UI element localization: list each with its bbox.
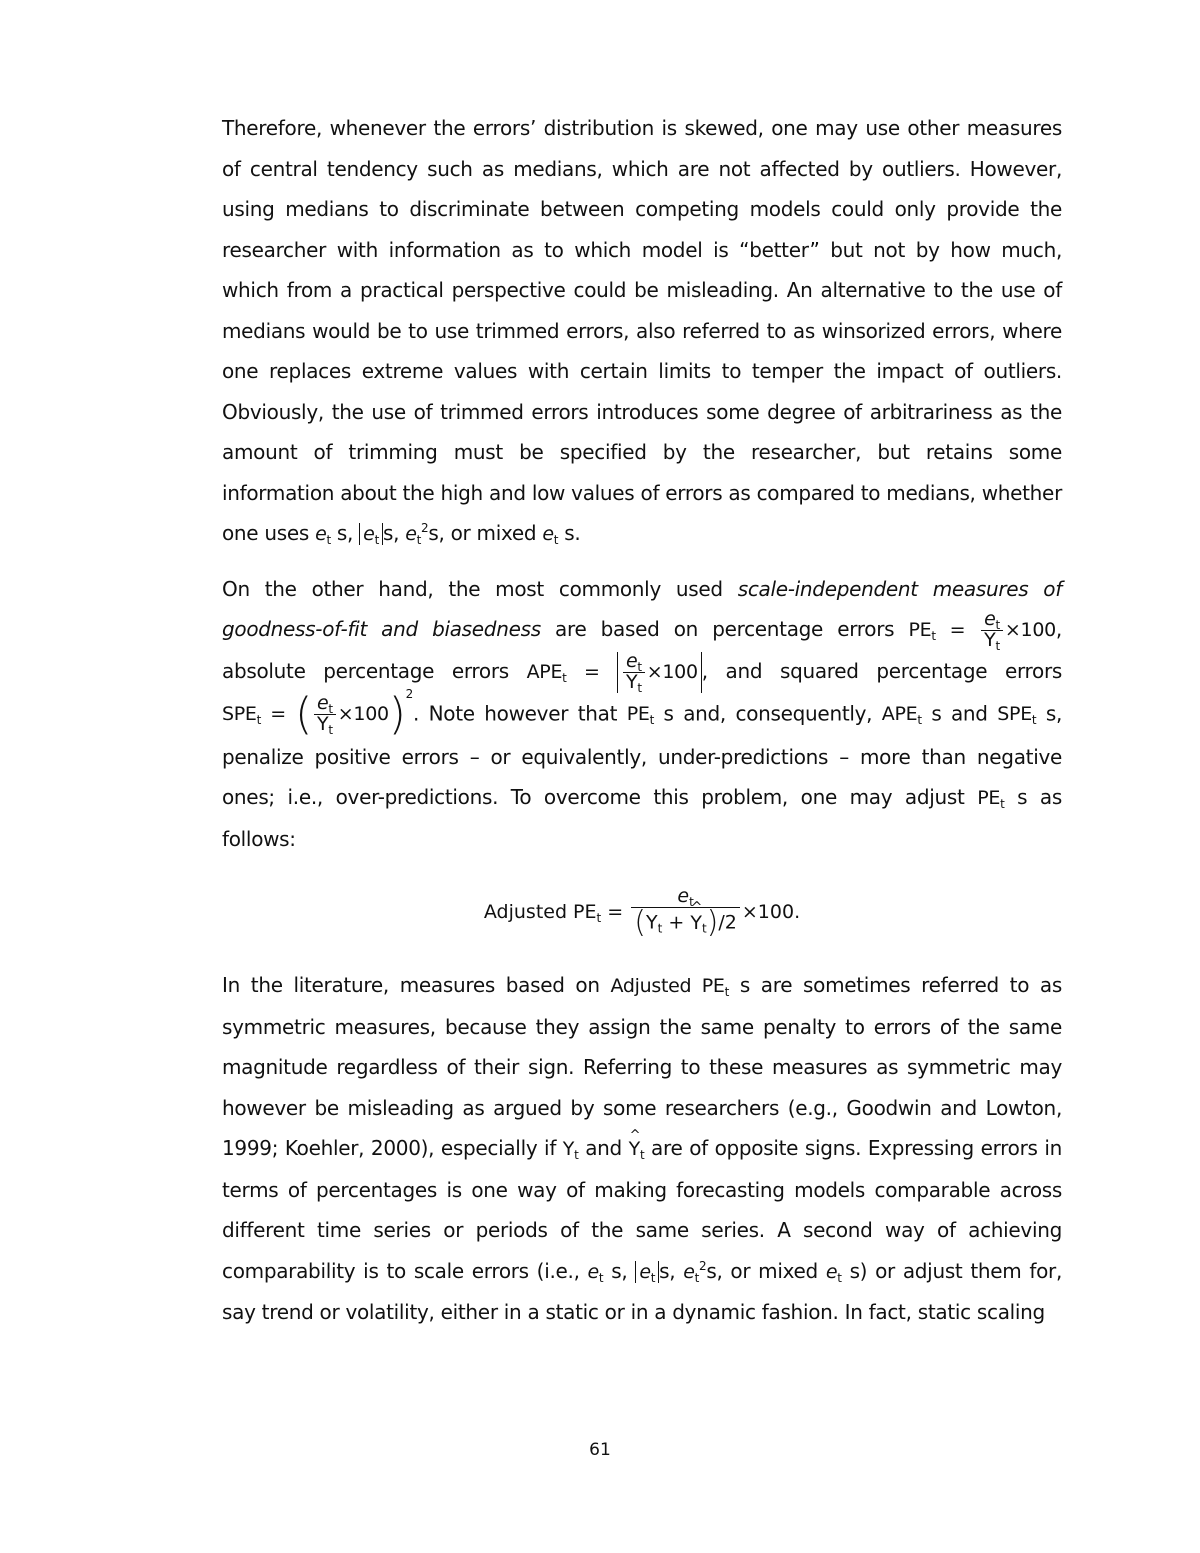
math-pe-formula: $PE_t$ = $\frac{e_t}{Y_t}$ ×100 [908,608,1056,653]
math-period: . [794,901,801,924]
math-adjusted-pe: Adjusted $PE_t$ [610,975,730,1000]
math-et-mixed: $e_t$ [542,523,559,547]
text-run: s, [659,1258,676,1283]
math-eq: = [607,901,624,924]
math-yhat-t: ^ $Y_t$ [629,1138,645,1160]
math-sub: t [596,911,602,926]
text-run: s and [931,701,988,726]
text-run: Therefore, whenever the errors’ distribution is skewed, one may use other measures of central tendency such as medians, which are not affected by outliers. However, using medians to discriminate between competing models could only provide the researcher with information as to which model is “better” but not by how much, which from a practical perspective could be misleading. An alternative to the use of medians would be to use trimmed errors, also referred to as winsorized errors, where one replaces extreme values with certain limits to temper the impact of outliers. Obviously, the use of trimmed errors introduces some degree of arbitrariness as the amount of trimming must be specified by the researcher, but retains some information about the high and low values of errors as compared to medians, whether one uses [222,116,1062,545]
text-run: s, or mixed [428,521,537,545]
math-et: $e_t$ [315,523,331,547]
paragraph-symmetric-measures [222,965,1062,1333]
paragraph-trimmed-errors [222,108,1062,555]
text-run: s) or adjust them for, say trend or volatility, either in a static or in a dynamic fashion. In fact, static scaling [222,1258,1063,1325]
text-run: s, or mixed [706,1258,818,1283]
text-run: s. [564,521,581,545]
text-run: s are sometimes referred to as symmetric measures, because they assign the same penalty to errors of the same magnitude regardless of their sign. Referring to these measures as symmetric may however be misleading as argued by some researchers (e.g., Goodwin and Lowton, 1999; Koehler, 2000), especially if [222,973,1063,1161]
math-ape: $APE_t$ [881,703,922,728]
paragraph-percentage-errors [222,569,1062,860]
math-spe: $SPE_t$ [997,703,1037,728]
text-run: , absolute percentage errors [222,617,1062,683]
math-et: $e_t$ [587,1260,604,1285]
math-abs-et: $e_t$ [359,523,383,545]
math-abs-et: $e_t$ [635,1261,659,1283]
text-run: s, [611,1258,628,1283]
y-hat: ^ Y [690,914,702,934]
math-label: Adjusted PE [483,901,597,924]
text-run: are based on percentage errors [555,617,895,641]
text-run: . Note however that [413,701,618,726]
text-run: are of opposite signs. Expressing errors in terms of percentages is one way of making forecasting models comparable across different time series or periods of the same series. A second way of achieving comparability is to scale errors (i.e., [222,1136,1062,1283]
page-number: 61 [589,1440,611,1460]
math-yt: $Y_t$ [562,1138,579,1163]
math-times: ×100 [741,901,795,924]
text-run: s, [336,521,354,545]
math-pe: $PE_t$ [977,787,1005,812]
text-run: s and, consequently, [663,701,873,726]
math-spe-formula: $SPE_t$ = ( $\frac{e_t}{Y_t}$ ×100)$^2$ [222,687,414,740]
math-ape-formula: $APE_t$ = $\frac{e_t}{Y_t}$ ×100 [527,661,702,683]
text-run: On the other hand, the most commonly used [222,576,723,601]
text-run: In the literature, measures based on [222,973,600,998]
math-pe: $PE_t$ [626,703,654,728]
text-run: s, penalize positive errors – or equivalently, under-predictions – more than negative ones; i.e., over-predictions. To overcome this problem, one may adjust [222,701,1063,810]
equation-adjusted-pe [222,873,1062,951]
text-run: s as follows: [222,785,1062,851]
page-body [222,108,1062,1347]
math-et-mixed: $e_t$ [825,1260,842,1285]
text-run: s, [382,521,400,545]
text-run: and [585,1136,622,1161]
math-fraction: $\frac{e_t}{(Y_t + \^{} Y_t)/2}$ [631,887,740,938]
italic-term: scale-independent measures of goodness-of-fit and biasedness [222,576,1062,641]
math-et-squared: $e_t^2$ [405,521,429,547]
math-et-squared: $e_t^2$ [683,1258,707,1285]
text-run: , and squared percentage errors [701,658,1062,683]
